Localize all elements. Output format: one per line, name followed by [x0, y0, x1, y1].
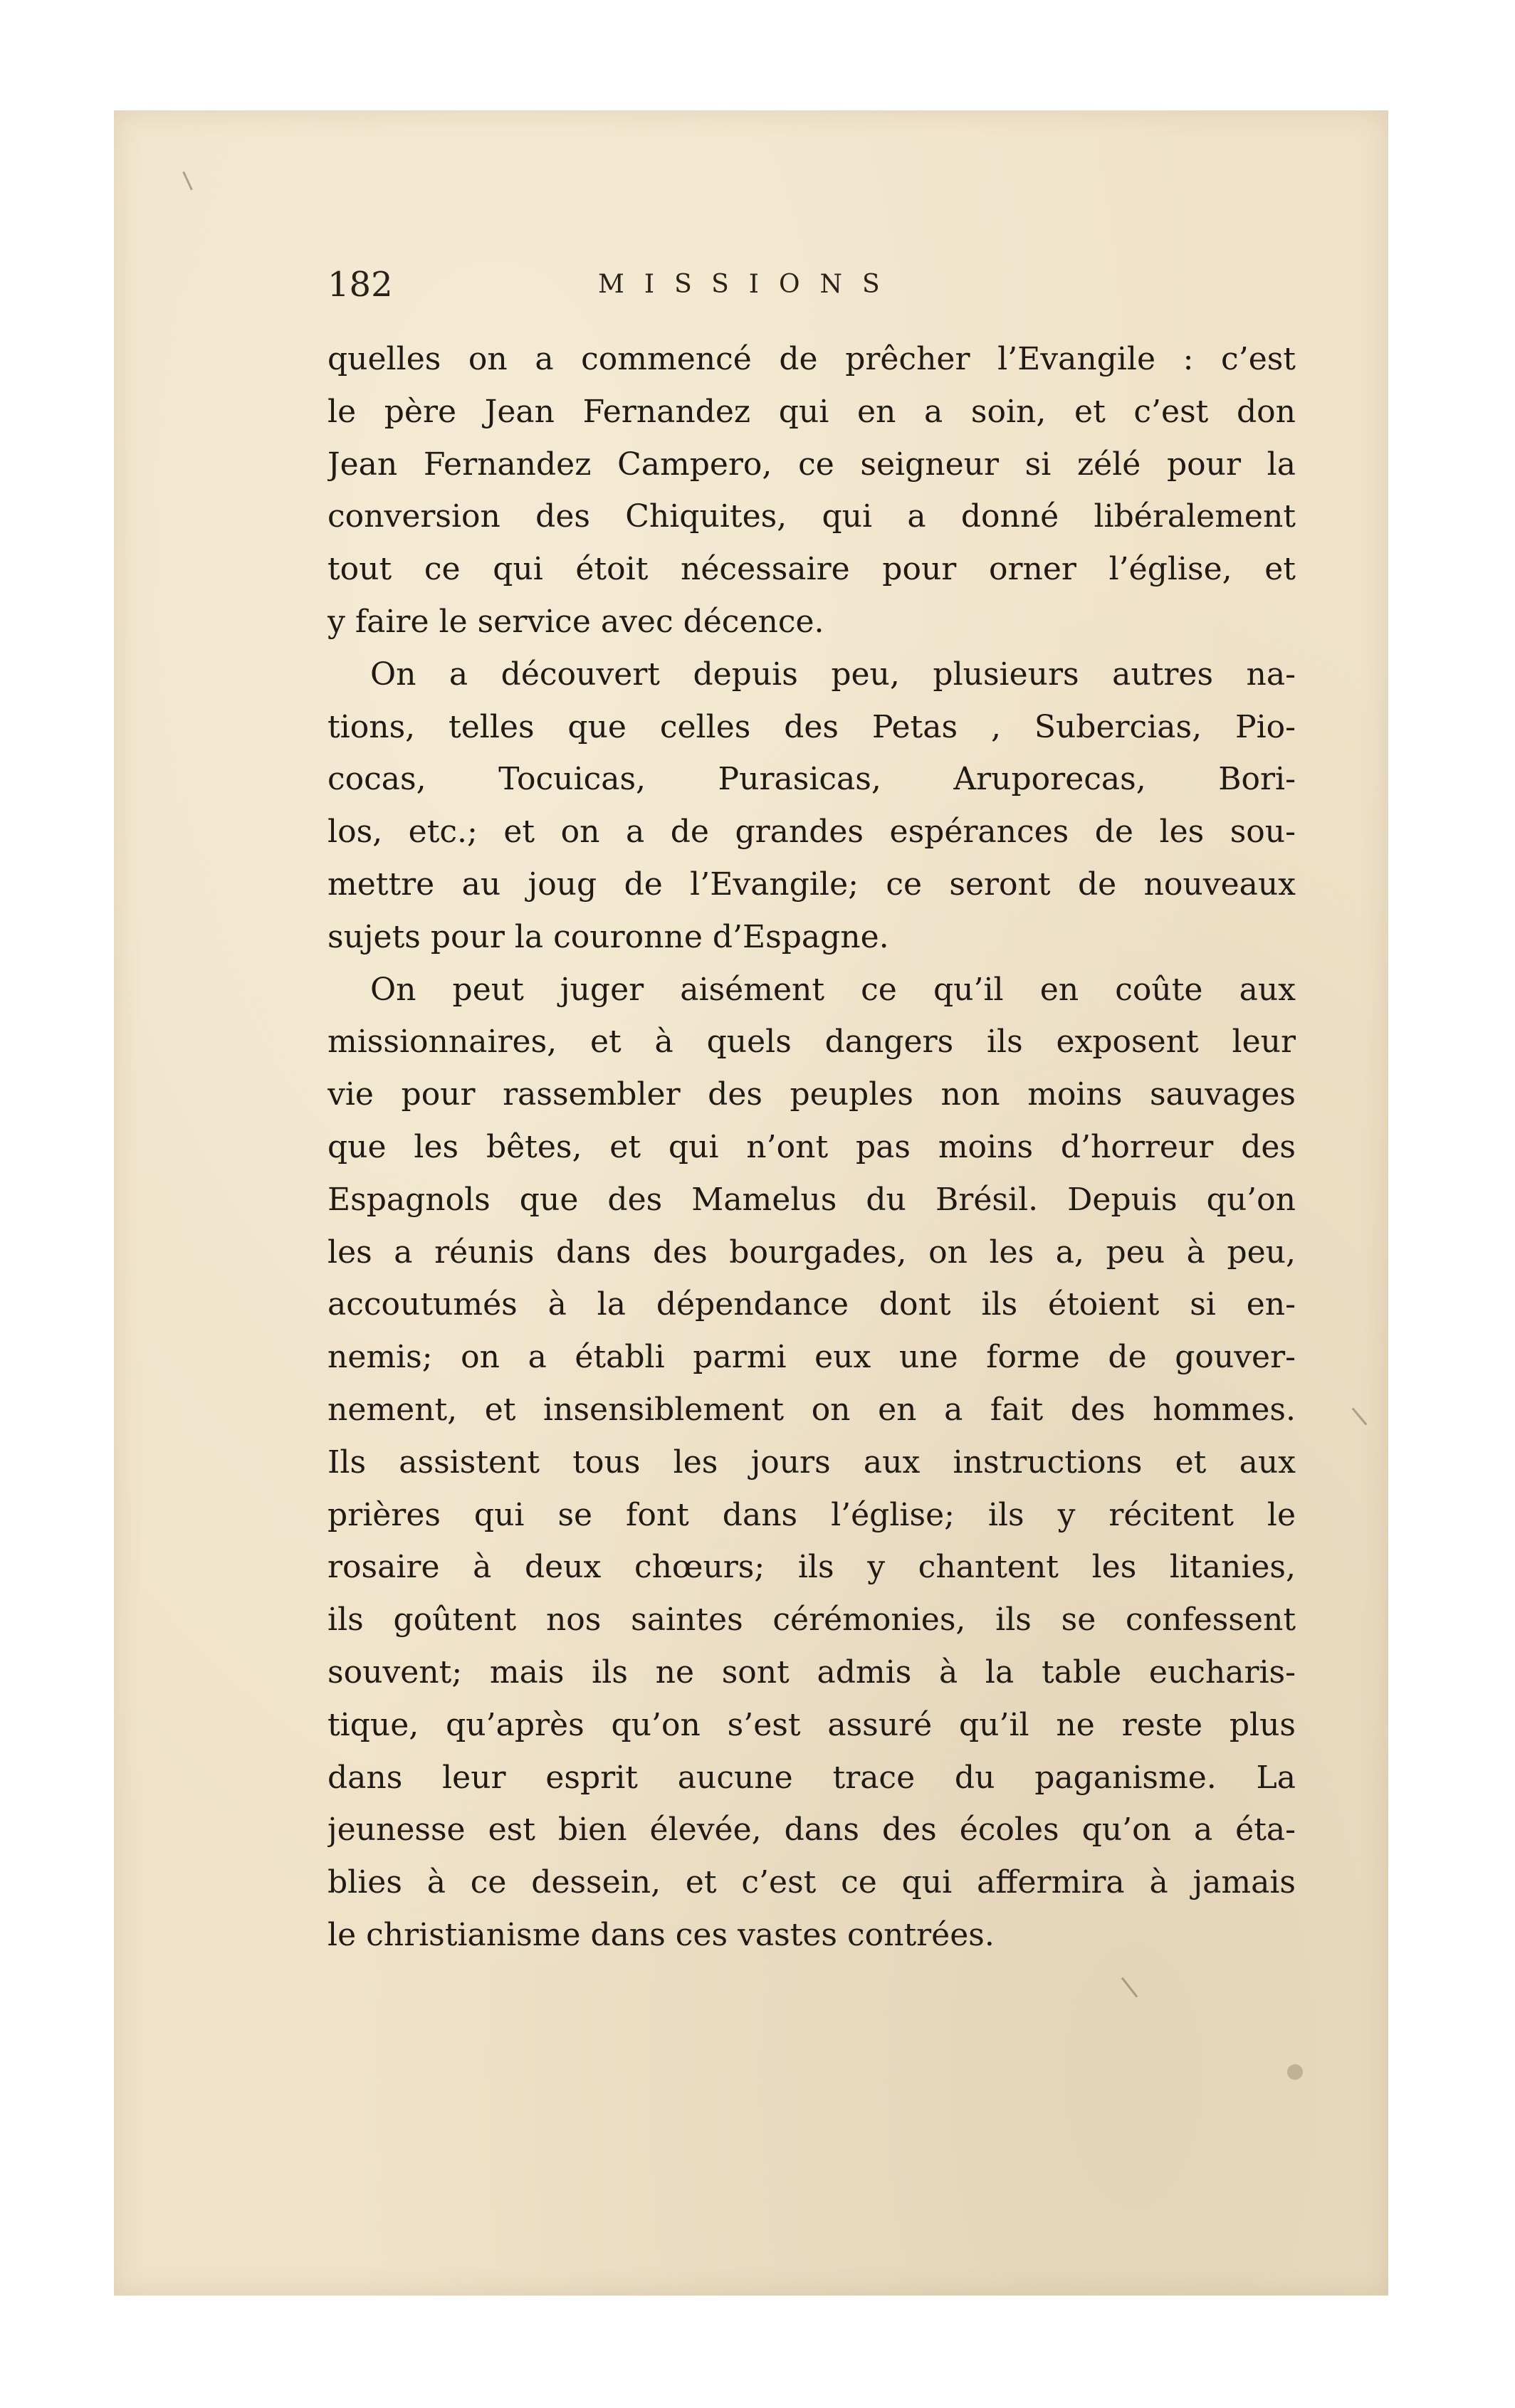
- text-line: jeunesse est bien élevée, dans des écoles qu’on a éta-: [327, 1812, 1296, 1849]
- text-line: prières qui se font dans l’église; ils y récitent le: [327, 1496, 1296, 1533]
- text-line: le père Jean Fernandez qui en a soin, et c’est don: [327, 393, 1296, 430]
- text-line: accoutumés à la dépendance dont ils étoient si en-: [327, 1286, 1296, 1323]
- text-line: le christianisme dans ces vastes contrées.: [327, 1916, 995, 1953]
- text-line: Espagnols que des Mamelus du Brésil. Depuis qu’on: [327, 1181, 1296, 1218]
- text-line: vie pour rassembler des peuples non moins sauvages: [327, 1076, 1296, 1113]
- text-line: ils goûtent nos saintes cérémonies, ils se confessent: [327, 1602, 1296, 1639]
- text-line: tout ce qui étoit nécessaire pour orner l’église, et: [327, 551, 1296, 588]
- text-line: tions, telles que celles des Petas , Subercias, Pio-: [327, 708, 1296, 745]
- body-text: [327, 333, 1296, 1962]
- text-line: tique, qu’après qu’on s’est assuré qu’il ne reste plus: [327, 1706, 1296, 1743]
- page-number: 182: [327, 265, 393, 305]
- text-line: conversion des Chiquites, qui a donné libéralement: [327, 498, 1296, 535]
- text-line: Jean Fernandez Campero, ce seigneur si zélé pour la: [327, 446, 1296, 483]
- text-line: quelles on a commencé de prêcher l’Evangile : c’est: [327, 341, 1296, 377]
- text-line: dans leur esprit aucune trace du paganisme. La: [327, 1759, 1296, 1796]
- text-line: rosaire à deux chœurs; ils y chantent les litanies,: [327, 1549, 1296, 1586]
- text-line: souvent; mais ils ne sont admis à la table eucharis-: [327, 1653, 1296, 1691]
- text-line: nemis; on a établi parmi eux une forme de gouver-: [327, 1339, 1296, 1376]
- text-line: Ils assistent tous les jours aux instructions et aux: [327, 1444, 1296, 1481]
- text-line: los, etc.; et on a de grandes espérances de les sou-: [327, 814, 1296, 851]
- ink-spot: [1287, 2064, 1303, 2080]
- text-line: sujets pour la couronne d’Espagne.: [327, 918, 889, 955]
- page-header: [327, 260, 1296, 310]
- text-line: missionnaires, et à quels dangers ils exposent leur: [327, 1024, 1296, 1061]
- text-line: y faire le service avec décence.: [327, 603, 824, 640]
- text-line: les a réunis dans des bourgades, on les a, peu à peu,: [327, 1234, 1296, 1271]
- text-line: nement, et insensiblement on en a fait des hommes.: [327, 1391, 1296, 1428]
- text-line: On peut juger aisément ce qu’il en coûte aux: [370, 971, 1296, 1008]
- text-line: mettre au joug de l’Evangile; ce seront de nouveaux: [327, 866, 1296, 903]
- text-line: blies à ce dessein, et c’est ce qui affermira à jamais: [327, 1864, 1296, 1901]
- running-title: MISSIONS: [598, 270, 900, 299]
- text-line: On a découvert depuis peu, plusieurs autres na-: [370, 656, 1296, 693]
- text-line: que les bêtes, et qui n’ont pas moins d’horreur des: [327, 1128, 1296, 1165]
- text-line: cocas, Tocuicas, Purasicas, Aruporecas, Bori-: [327, 761, 1296, 798]
